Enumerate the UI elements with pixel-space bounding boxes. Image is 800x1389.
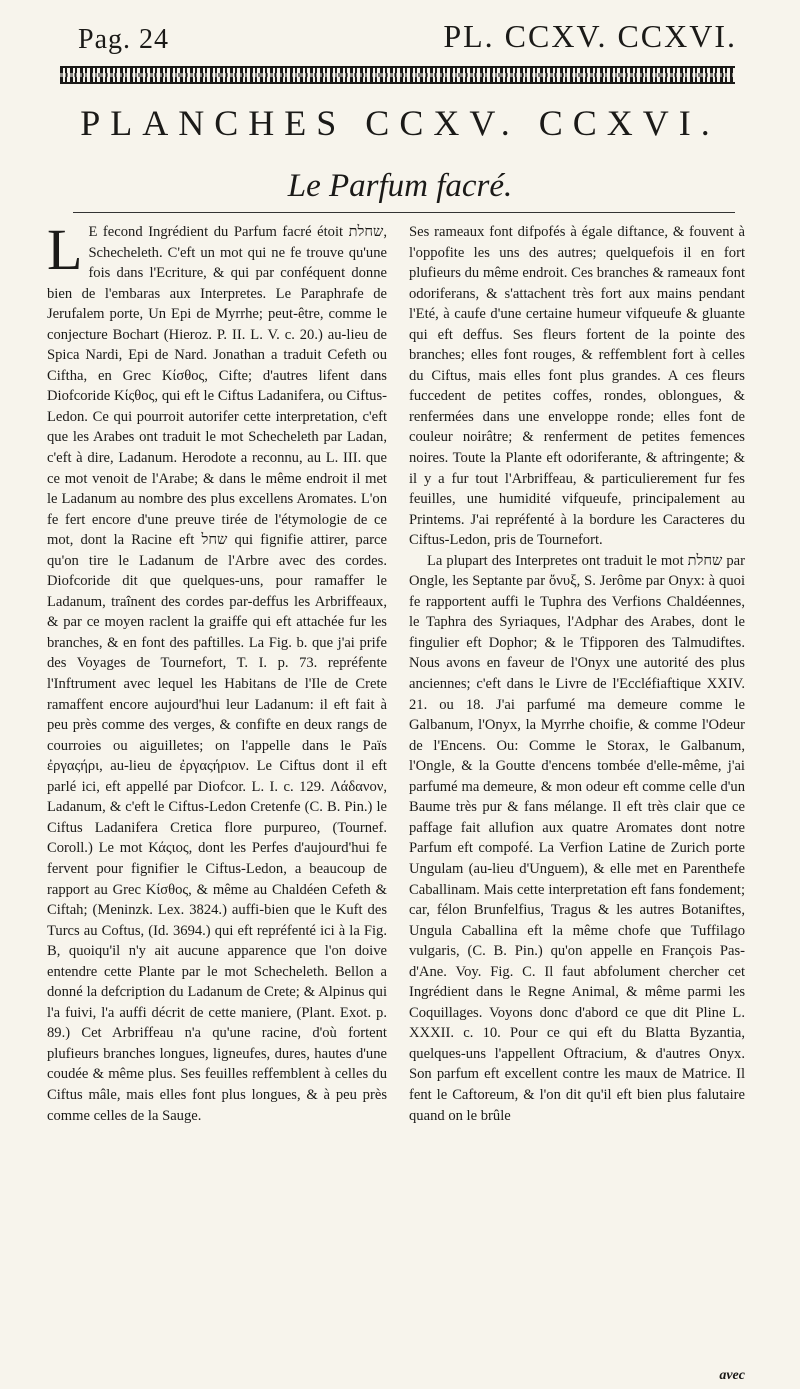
catchword: avec xyxy=(719,1368,745,1383)
plate-reference: PL. CCXV. CCXVI. xyxy=(443,18,737,54)
divider xyxy=(73,212,735,213)
page-number: Pag. 24 xyxy=(78,24,169,55)
paragraph: Ses rameaux font difpofés à égale diftance, & fouvent à l'oppofite les uns des autres; quelquefois il en fort plufieurs du même endroit. Ces branches & rameaux font odoriferans, & s'attachent très fort aux mains pendant l'Eté, à caufe d'une certaine humeur vifqueufe & gluante qui eft deffus. Ses fleurs fortent de la pointe des branches; elles font rouges, & reffemblent fort à celles du Ciftus, mais elles font plus grandes. A ces fleurs fuccedent de petites coffes, rondes, oblongues, & renfermées dans une enveloppe ronde; elles font de couleur noirâtre; & renferment de petites femences noires. Toute la Plante eft odoriferante, & aftringente; & il y a fur tout l'Arbriffeau, & particulierement fur fes feuilles, une humidité vifqueufe, principalement au Printems. J'ai repréfenté à la bordure les Caracteres du Ciftus-Ledon, pris de Tournefort. xyxy=(409,224,745,549)
page-title: PLANCHES CCXV. CCXVI. xyxy=(80,103,720,143)
left-column xyxy=(47,217,387,1126)
right-column xyxy=(409,222,745,1126)
drop-cap: L xyxy=(47,217,83,282)
paragraph: E fecond Ingrédient du Parfum facré étoit שחלת, Schecheleth. C'eft un mot qui ne fe trouve qu'une fois dans l'Ecriture, & qui par conféquent donne bien de l'embaras aux Interpretes. Le Paraphrafe de Jerufalem porte, Un Epi de Myrrhe; peut-être, comme le conjecture Bochart (Hieroz. P. II. L. V. c. 20.) au-lieu de Spica Nardi, Epi de Nard. Jonathan a traduit Cefeth ou Ciftha, en Grec Κίσθος, Cifte; d'autres lifent dans Diofcoride Κίςθος, qui eft le Ciftus Ladanifera, ou Ciftus-Ledon. Ce qui pourroit autorifer cette interpretation, c'eft que les Arabes ont traduit le mot Schecheleth par Ladan, c'eft à dire, Ladanum. Herodote a reconnu, au L. III. que ce mot venoit de l'Arabe; & dans le même endroit il met le Ladanum au nombre des plus excellens Aromates. L'on fe fert encore d'une preuve tirée de l'étymologie de ce mot, dont la Racine eft שחל qui fignifie attirer, parce qu'on tire le Ladanum de l'Arbre avec des cordes. Diofcoride dit que quelques-uns, pour ramaffer le Ladanum, traînent des cordes par-deffus les Arbriffeaux, & par ce moyen raclent la graiffe qui eft attachée fur les branches, & en font des paftilles. La Fig. b. que j'ai prife des Voyages de Tournefort, T. I. p. 73. repréfente l'Inftrument avec lequel les Habitans de l'Ile de Crete ramaffent encore aujourd'hui leur Ladanum: il eft fait à peu près comme des verges, & confifte en deux rangs de courroies ou aiguilletes; on l'appelle dans le Païs ἐργαςήρι, au-lieu de ἐργαςήριον. Le Ciftus dont il eft parlé ici, eft appellé par Diofcor. L. I. c. 129. Λάδανον, Ladanum, & c'eft le Ciftus-Ledon Cretenfe (C. B. Pin.) le Ciftus Ladanifera Cretica flore purpureo, (Tournef. Coroll.) Le mot Κάςιος, dont les Perfes d'aujourd'hui fe fervent pour fignifier le Ciftus-Ledon, a beaucoup de rapport au Grec Κίσθος, & même au Chaldéen Cefeth & Ciftah; (Meninzk. Lex. 3824.) auffi-bien que le Kuft des Turcs au Coftus, (Id. 3694.) qui eft repréfenté ici à la Fig. B, quoiqu'il n'y ait aucune apparence que l'on doive entendre cette Plante par le mot Schecheleth. Bellon a donné la defcription du Ladanum de Crete; & Alpinus qui l'a fuivi, l'a auffi décrit de cette maniere, (Plant. Exot. p. 89.) Cet Arbriffeau n'a qu'une racine, d'où fortent plufieurs branches longues, ligneufes, dures, hautes d'une coudée & même plus. Ses feuilles reffemblent à celles du Ciftus mâle, mais elles font plus longues, & à peu près comme celles de la Sauge. xyxy=(47,224,387,1124)
decorative-band xyxy=(60,66,735,84)
section-title: Le Parfum facré. xyxy=(287,168,513,204)
paragraph: La plupart des Interpretes ont traduit le mot שחלת par Ongle, les Septante par ὄνυξ, S. Jerôme par Onyx: à quoi fe rapportent auffi le Tuphra des Verfions Chaldéennes, le Taphra des Syriaques, l'Adphar des Arabes, dont le fingulier eft Dophor; & le Tfipporen des Talmudiftes. Nous avons en faveur de l'Onyx une autorité des plus anciennes; c'eft dans le Livre de l'Eccléfiaftique XXIV. 21. ou 18. J'ai parfumé ma demeure comme le Galbanum, l'Onyx, la Myrrhe choifie, & comme l'Odeur de l'Encens. Ou: Comme le Storax, le Galbanum, l'Ongle, & la Goutte d'encens tombée d'elle-même, j'ai parfumé ma demeure, & mon odeur eft comme celle d'un Baume très pur & fans mélange. Il eft très clair que ce paffage fait allufion aux quatre Aromates dont notre Parfum eft compofé. La Verfion Latine de Zurich porte Ungulam (au-lieu d'Unguem), & elle met en Parenthefe Caballinam. Mais cette interpretation eft fans fondement; car, félon Brunfelfius, Tragus & les autres Botaniftes, Ungula Caballina eft la même chofe que Tuffilago vulgaris, (C. B. Pin.) qu'on appelle en François Pas-d'Ane. Voy. Fig. C. Il faut abfolument chercher cet Ingrédient dans le Regne Animal, & même parmi les Coquillages. Voyons donc d'abord ce que dit Pline L. XXXII. c. 10. Pour ce qui eft du Blatta Byzantia, quelques-uns l'appellent Oftracium, & d'autres Onyx. Son parfum eft excellent contre les maux de Matrice. Il fent le Caftoreum, & l'on dit qu'il eft bien plus falutaire quand on le brûle xyxy=(409,552,745,1124)
